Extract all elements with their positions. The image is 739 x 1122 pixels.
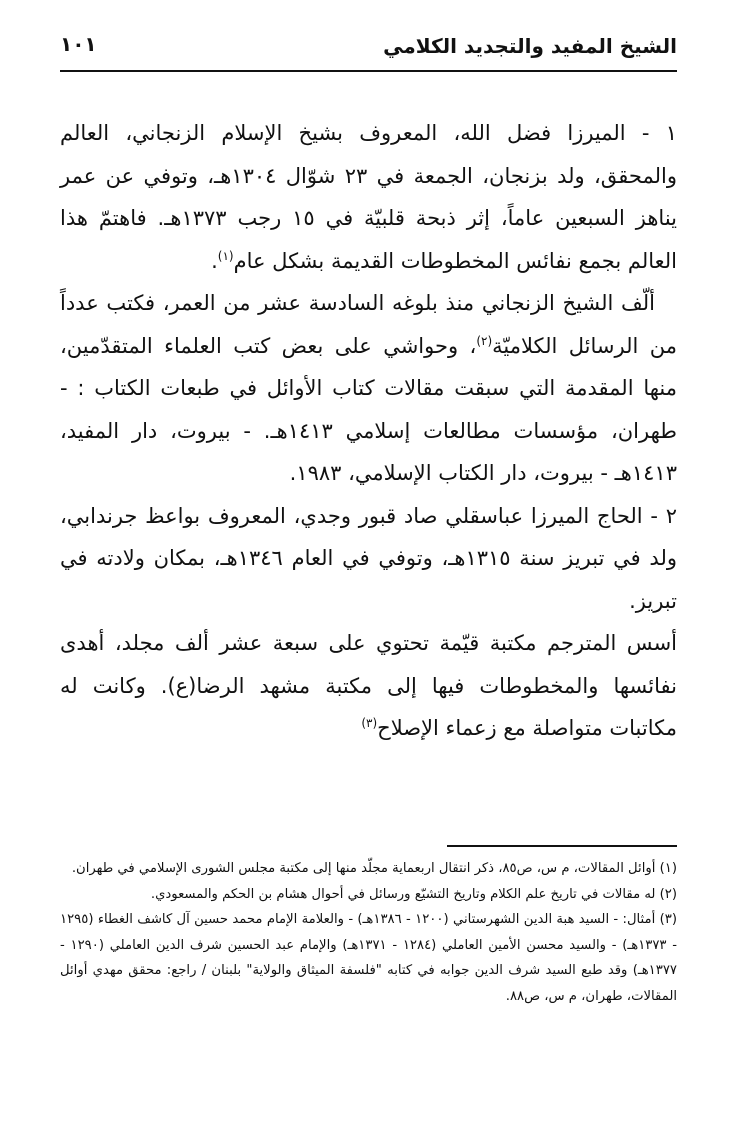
footnote-1: (١) أوائل المقالات، م س، ص٨٥، ذكر انتقال اربعماية مجلّد منها إلى مكتبة مجلس الشورى الإسلامي في طهران. <box>71 861 677 876</box>
paragraph-4-text: أسس المترجم مكتبة قيّمة تحتوي على سبعة عشر ألف مجلد، أهدى نفائسها والمخطوطات فيها إلى مكتبة مشهد الرضا(ع). وكانت له مكاتبات متواصلة مع زعماء الإصلاح <box>60 631 677 740</box>
running-title: الشيخ المفيد والتجديد الكلامي <box>383 34 677 58</box>
paragraph-3 <box>60 495 677 623</box>
footnote-rule <box>447 845 677 847</box>
page-number: ١٠١ <box>60 32 97 56</box>
footnote-ref-3: (٣) <box>361 716 378 730</box>
footnote-3: (٣) أمثال: - السيد هبة الدين الشهرستاني (١٢٠٠ - ١٣٨٦هـ) - والعلامة الإمام محمد حسين آل كاشف الغطاء (١٢٩٥ - ١٣٧٣هـ) - والسيد محسن الأمين العاملي (١٢٨٤ - ١٣٧١هـ) والإمام عبد الحسين شرف الدين العاملي (١٢٩٠ - ١٣٧٧هـ) وقد طبع السيد شرف الدين جوابه في كتابه "فلسفة الميثاق والولاية" بلبنان / راجع: محقق مهدي أوائل المقالات، طهران، م س، ص٨٨. <box>60 912 678 1004</box>
paragraph-2-cont: ، وحواشي على بعض كتب العلماء المتقدّمين، منها المقدمة التي سبقت مقالات كتاب الأوائل في طبعات الكتاب : - طهران، مؤسسات مطالعات إسلامي ١٤١٣هـ. - بيروت، دار المفيد، ١٤١٣هـ - بيروت، دار الكتاب الإسلامي، ١٩٨٣. <box>60 333 677 485</box>
footnotes <box>60 856 677 1010</box>
paragraph-4 <box>60 622 677 750</box>
footnote-ref-2: (٢) <box>476 333 493 348</box>
page-header <box>60 28 677 68</box>
paragraph-3-text: ٢ - الحاج الميرزا عباسقلي صاد قبور وجدي، المعروف بواعظ جرندابي، ولد في تبريز سنة ١٣١٥هـ، وتوفي في العام ١٣٤٦هـ، بمكان ولادته في تبريز. <box>60 503 677 613</box>
header-rule <box>60 70 677 72</box>
paragraph-1-text: ١ - الميرزا فضل الله، المعروف بشيخ الإسلام الزنجاني، العالم والمحقق، ولد بزنجان، الجمعة في ٢٣ شوّال ١٣٠٤هـ، وتوفي عن عمر يناهز السبعين عاماً، إثر ذبحة قلبيّة في ١٥ رجب ١٣٧٣هـ. فاهتمّ هذا العالم بجمع نفائس المخطوطات القديمة بشكل عام <box>60 121 678 273</box>
paragraph-2 <box>60 282 677 495</box>
paragraph-2-text: ألّف الشيخ الزنجاني منذ بلوغه السادسة عشر من العمر، فكتب عدداً من الرسائل الكلاميّة <box>60 291 677 358</box>
main-text <box>60 112 677 750</box>
paragraph-1 <box>60 112 677 282</box>
footnote-ref-1: (١) <box>217 248 234 263</box>
paragraph-1-end: . <box>211 248 218 273</box>
footnote-2: (٢) له مقالات في تاريخ علم الكلام وتاريخ التشيّع ورسائل في أحوال هشام بن الحكم والمسعودي. <box>150 886 677 902</box>
